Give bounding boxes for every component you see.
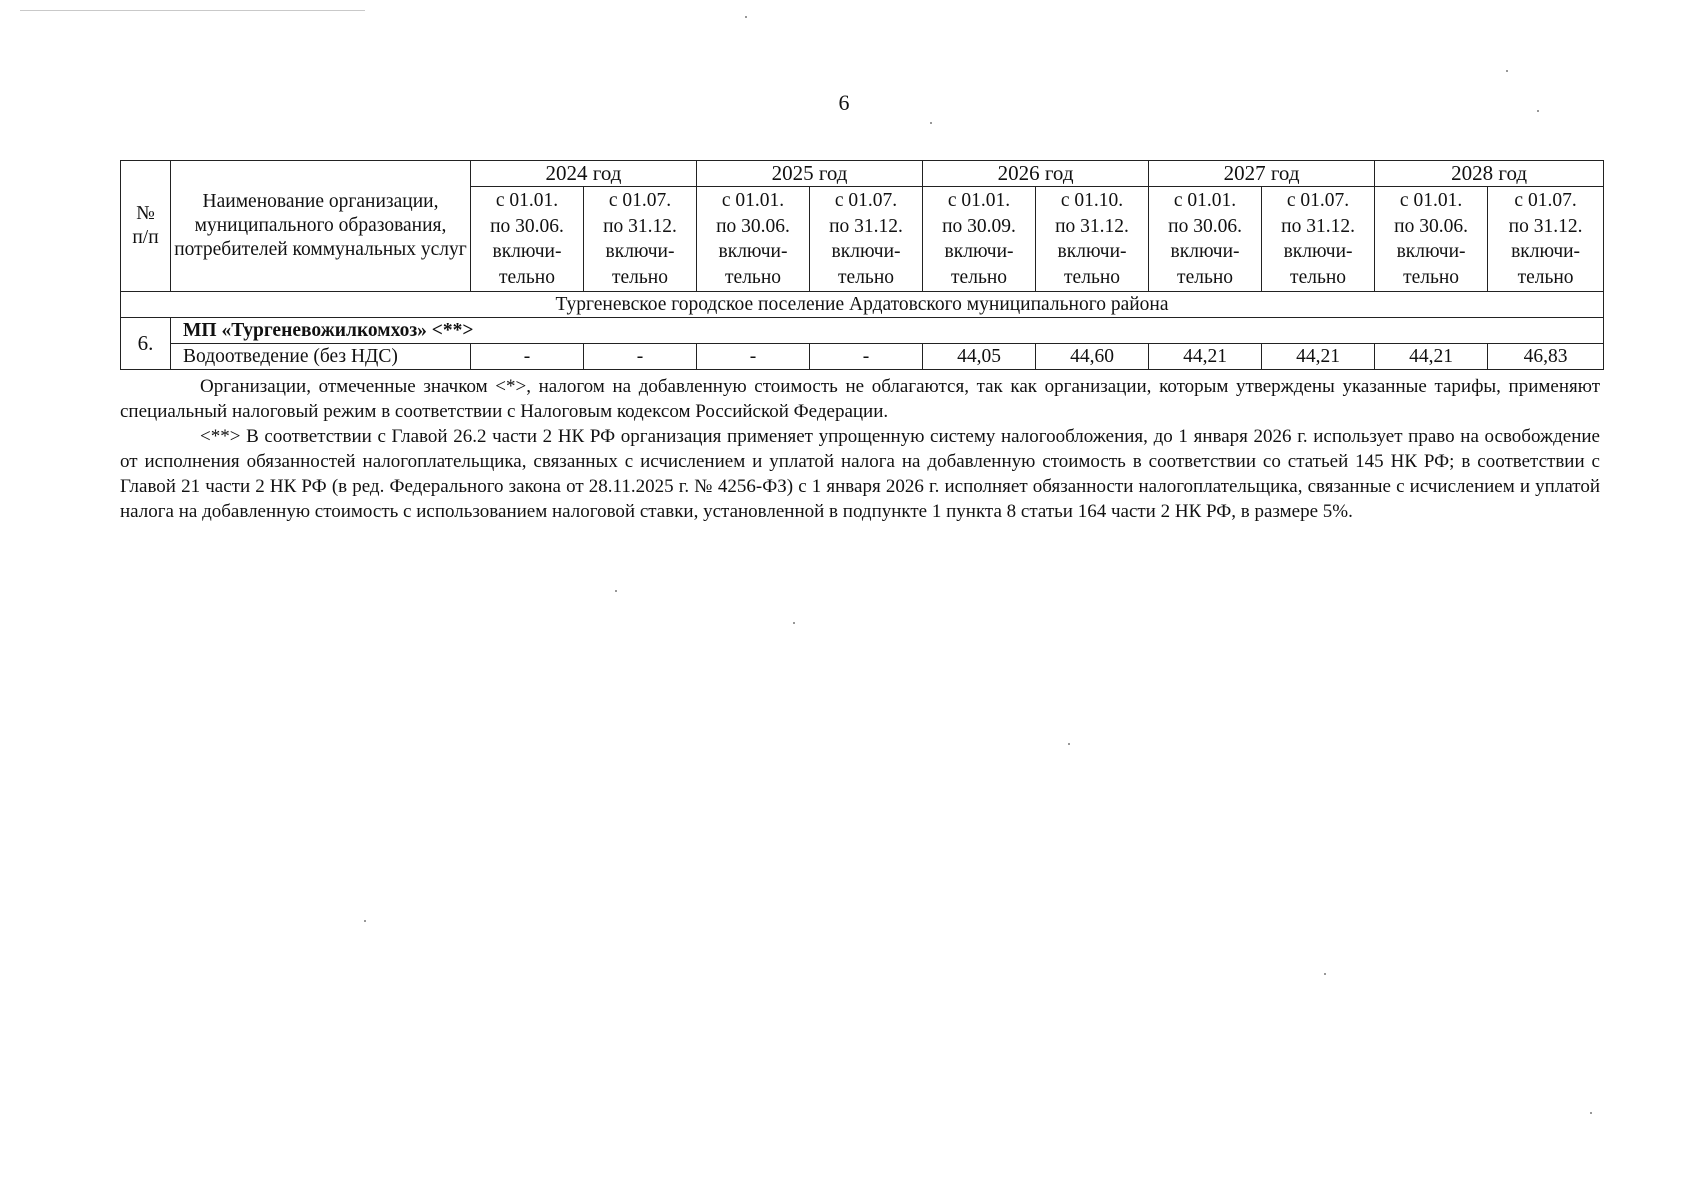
tariff-value: - <box>471 344 584 370</box>
year-header-2025: 2025 год <box>697 161 923 187</box>
period-header: с 01.01. по 30.06. включи- тельно <box>1149 187 1262 292</box>
period-header: с 01.07. по 31.12. включи- тельно <box>584 187 697 292</box>
period-header: с 01.01. по 30.06. включи- тельно <box>1375 187 1488 292</box>
service-name: Водоотведение (без НДС) <box>171 344 471 370</box>
section-row <box>121 292 1604 318</box>
scan-speck <box>745 16 747 18</box>
footnotes <box>120 374 1600 524</box>
scan-speck <box>793 622 795 624</box>
tariff-value: 44,05 <box>923 344 1036 370</box>
tariff-value: 46,83 <box>1488 344 1604 370</box>
page-number: 6 <box>838 90 850 115</box>
scan-speck <box>1537 110 1539 112</box>
period-header: с 01.07. по 31.12. включи- тельно <box>810 187 923 292</box>
column-header-organization: Наименование организации, муниципального образования, потребителей коммунальных услуг <box>171 161 471 292</box>
scan-speck <box>1068 743 1070 745</box>
footnote-vat-exempt: Организации, отмеченные значком <*>, налогом на добавленную стоимость не облагаются, так как организации, которым утверждены указанные тарифы, применяют специальный налоговый режим в соответствии с Налоговым кодексом Российской Федерации. <box>120 376 1600 422</box>
tariff-value: 44,21 <box>1149 344 1262 370</box>
tariff-value: - <box>810 344 923 370</box>
year-header-2027: 2027 год <box>1149 161 1375 187</box>
scan-speck <box>930 122 932 124</box>
scan-edge-line <box>20 10 365 11</box>
year-header-2024: 2024 год <box>471 161 697 187</box>
period-header: с 01.10. по 31.12. включи- тельно <box>1036 187 1149 292</box>
tariff-value: - <box>584 344 697 370</box>
scan-speck <box>364 920 366 922</box>
row-number: 6. <box>121 318 171 370</box>
tariff-value: - <box>697 344 810 370</box>
year-header-2026: 2026 год <box>923 161 1149 187</box>
organization-name: МП «Тургеневожилкомхоз» <**> <box>171 318 1604 344</box>
period-header: с 01.07. по 31.12. включи- тельно <box>1488 187 1604 292</box>
scan-speck <box>1590 1112 1592 1114</box>
scan-speck <box>1506 70 1508 72</box>
table-header-years-row <box>121 161 1604 187</box>
period-header: с 01.07. по 31.12. включи- тельно <box>1262 187 1375 292</box>
table-row <box>121 344 1604 370</box>
tariff-value: 44,21 <box>1375 344 1488 370</box>
tariff-table <box>120 160 1604 370</box>
year-header-2028: 2028 год <box>1375 161 1604 187</box>
scan-speck <box>1324 973 1326 975</box>
section-title: Тургеневское городское поселение Ардатовского муниципального района <box>121 292 1604 318</box>
period-header: с 01.01. по 30.06. включи- тельно <box>471 187 584 292</box>
period-header: с 01.01. по 30.09. включи- тельно <box>923 187 1036 292</box>
footnote-simplified-tax: <**> В соответствии с Главой 26.2 части 2 НК РФ организация применяет упрощенную систему налогообложения, до 1 января 2026 г. использует право на освобождение от исполнения обязанностей налогоплательщика, связанных с исчислением и уплатой налога на добавленную стоимость в соответствии со статьей 145 НК РФ; в соответствии с Главой 21 части 2 НК РФ (в ред. Федерального закона от 28.11.2025 г. № 4256-ФЗ) с 1 января 2026 г. исполняет обязанности налогоплательщика, связанные с исчислением и уплатой налога на добавленную стоимость с использованием налоговой ставки, установленной в подпункте 1 пункта 8 статьи 164 части 2 НК РФ, в размере 5%. <box>120 426 1600 522</box>
tariff-value: 44,60 <box>1036 344 1149 370</box>
tariff-value: 44,21 <box>1262 344 1375 370</box>
period-header: с 01.01. по 30.06. включи- тельно <box>697 187 810 292</box>
scan-speck <box>615 590 617 592</box>
column-header-number: № п/п <box>121 161 171 292</box>
table-row <box>121 318 1604 344</box>
